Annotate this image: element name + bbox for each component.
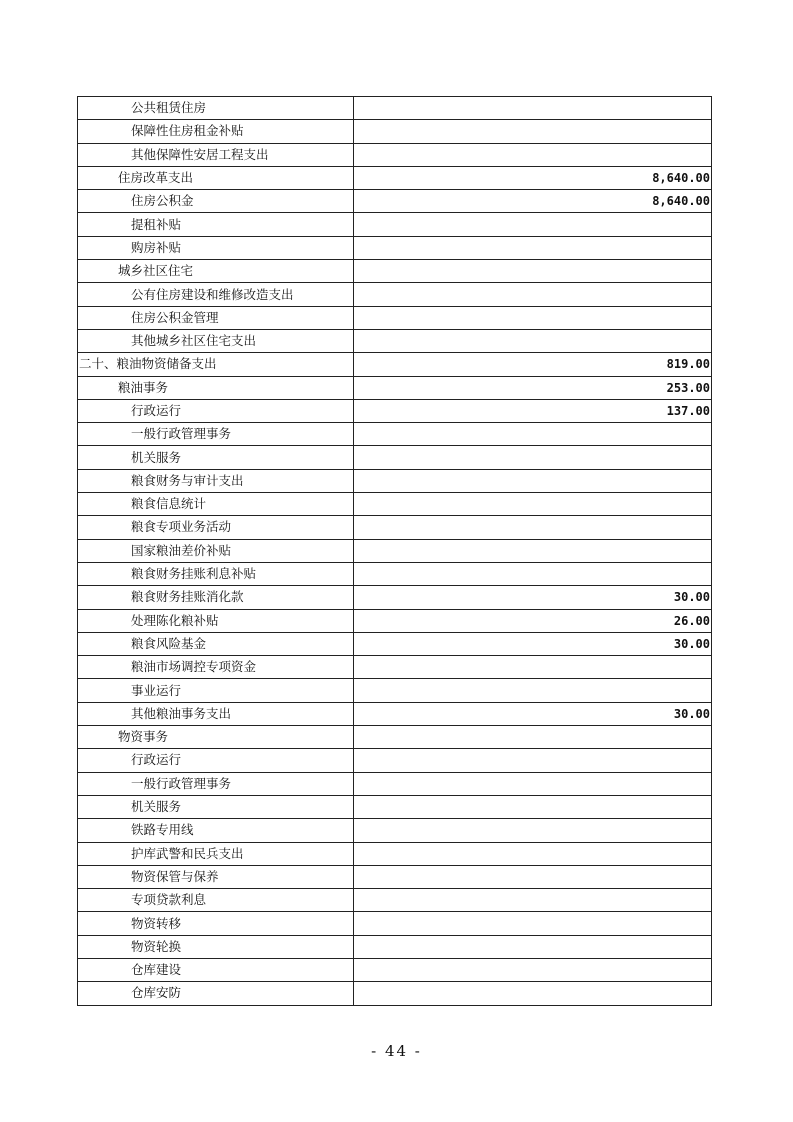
table-row — [78, 586, 712, 609]
item-name-cell: 购房补贴 — [78, 236, 354, 259]
table-row — [78, 260, 712, 283]
table-row — [78, 679, 712, 702]
item-amount-cell — [354, 562, 712, 585]
table-row — [78, 865, 712, 888]
table-row — [78, 702, 712, 725]
table-row — [78, 982, 712, 1005]
item-name-cell: 粮食信息统计 — [78, 493, 354, 516]
table-body — [78, 97, 712, 1006]
item-amount-cell — [354, 539, 712, 562]
item-amount-cell: 137.00 — [354, 399, 712, 422]
page-number: - 44 - — [371, 1042, 422, 1060]
item-name-cell: 其他保障性安居工程支出 — [78, 143, 354, 166]
table-row — [78, 749, 712, 772]
item-name-cell: 其他粮油事务支出 — [78, 702, 354, 725]
item-name-cell: 处理陈化粮补贴 — [78, 609, 354, 632]
table-row — [78, 632, 712, 655]
item-amount-cell — [354, 213, 712, 236]
item-name-cell: 一般行政管理事务 — [78, 423, 354, 446]
budget-table — [77, 96, 712, 1006]
item-amount-cell — [354, 842, 712, 865]
item-amount-cell: 30.00 — [354, 702, 712, 725]
item-name-cell: 公共租赁住房 — [78, 97, 354, 120]
item-name-cell: 城乡社区住宅 — [78, 260, 354, 283]
item-name-cell: 机关服务 — [78, 795, 354, 818]
item-name-cell: 铁路专用线 — [78, 819, 354, 842]
item-amount-cell: 30.00 — [354, 632, 712, 655]
item-amount-cell — [354, 236, 712, 259]
item-name-cell: 物资事务 — [78, 726, 354, 749]
item-amount-cell — [354, 958, 712, 981]
table-row — [78, 306, 712, 329]
table-row — [78, 819, 712, 842]
item-name-cell: 粮食专项业务活动 — [78, 516, 354, 539]
item-amount-cell — [354, 795, 712, 818]
item-amount-cell: 819.00 — [354, 353, 712, 376]
item-amount-cell — [354, 423, 712, 446]
item-name-cell: 住房公积金 — [78, 190, 354, 213]
item-name-cell: 粮食风险基金 — [78, 632, 354, 655]
item-name-cell: 机关服务 — [78, 446, 354, 469]
table-row — [78, 213, 712, 236]
table-row — [78, 609, 712, 632]
table-row — [78, 190, 712, 213]
item-name-cell: 粮食财务挂账利息补贴 — [78, 562, 354, 585]
item-name-cell: 住房改革支出 — [78, 166, 354, 189]
table-row — [78, 958, 712, 981]
table-row — [78, 423, 712, 446]
item-name-cell: 二十、粮油物资储备支出 — [78, 353, 354, 376]
item-amount-cell — [354, 446, 712, 469]
item-amount-cell: 253.00 — [354, 376, 712, 399]
table-row — [78, 166, 712, 189]
item-name-cell: 事业运行 — [78, 679, 354, 702]
item-amount-cell — [354, 679, 712, 702]
item-amount-cell — [354, 120, 712, 143]
table-row — [78, 795, 712, 818]
table-row — [78, 656, 712, 679]
item-amount-cell — [354, 283, 712, 306]
item-name-cell: 粮食财务与审计支出 — [78, 469, 354, 492]
item-amount-cell — [354, 726, 712, 749]
table-row — [78, 446, 712, 469]
item-amount-cell — [354, 889, 712, 912]
table-row — [78, 562, 712, 585]
item-amount-cell — [354, 772, 712, 795]
item-amount-cell — [354, 469, 712, 492]
table-row — [78, 539, 712, 562]
item-name-cell: 提租补贴 — [78, 213, 354, 236]
item-name-cell: 公有住房建设和维修改造支出 — [78, 283, 354, 306]
table-row — [78, 912, 712, 935]
item-amount-cell — [354, 749, 712, 772]
item-amount-cell — [354, 329, 712, 352]
item-amount-cell: 8,640.00 — [354, 166, 712, 189]
table-row — [78, 329, 712, 352]
item-amount-cell — [354, 516, 712, 539]
table-row — [78, 283, 712, 306]
item-name-cell: 物资轮换 — [78, 935, 354, 958]
item-name-cell: 物资保管与保养 — [78, 865, 354, 888]
item-name-cell: 专项贷款利息 — [78, 889, 354, 912]
item-name-cell: 一般行政管理事务 — [78, 772, 354, 795]
item-amount-cell — [354, 306, 712, 329]
table-row — [78, 376, 712, 399]
item-name-cell: 仓库安防 — [78, 982, 354, 1005]
item-amount-cell — [354, 935, 712, 958]
item-amount-cell — [354, 143, 712, 166]
table-row — [78, 493, 712, 516]
item-name-cell: 国家粮油差价补贴 — [78, 539, 354, 562]
item-name-cell: 仓库建设 — [78, 958, 354, 981]
item-name-cell: 其他城乡社区住宅支出 — [78, 329, 354, 352]
table-row — [78, 516, 712, 539]
item-amount-cell — [354, 260, 712, 283]
table-row — [78, 353, 712, 376]
table-row — [78, 236, 712, 259]
item-name-cell: 粮油事务 — [78, 376, 354, 399]
item-amount-cell — [354, 97, 712, 120]
table-row — [78, 842, 712, 865]
table-row — [78, 120, 712, 143]
table-row — [78, 889, 712, 912]
item-amount-cell — [354, 912, 712, 935]
table-row — [78, 143, 712, 166]
table-row — [78, 469, 712, 492]
table-row — [78, 97, 712, 120]
item-amount-cell: 30.00 — [354, 586, 712, 609]
item-amount-cell — [354, 982, 712, 1005]
item-name-cell: 保障性住房租金补贴 — [78, 120, 354, 143]
item-amount-cell — [354, 656, 712, 679]
item-name-cell: 粮油市场调控专项资金 — [78, 656, 354, 679]
item-name-cell: 护库武警和民兵支出 — [78, 842, 354, 865]
item-amount-cell — [354, 865, 712, 888]
table-row — [78, 399, 712, 422]
item-name-cell: 物资转移 — [78, 912, 354, 935]
table-row — [78, 726, 712, 749]
item-amount-cell: 26.00 — [354, 609, 712, 632]
item-amount-cell: 8,640.00 — [354, 190, 712, 213]
item-amount-cell — [354, 493, 712, 516]
item-name-cell: 粮食财务挂账消化款 — [78, 586, 354, 609]
table-row — [78, 772, 712, 795]
item-name-cell: 行政运行 — [78, 749, 354, 772]
item-name-cell: 住房公积金管理 — [78, 306, 354, 329]
item-amount-cell — [354, 819, 712, 842]
table-row — [78, 935, 712, 958]
item-name-cell: 行政运行 — [78, 399, 354, 422]
